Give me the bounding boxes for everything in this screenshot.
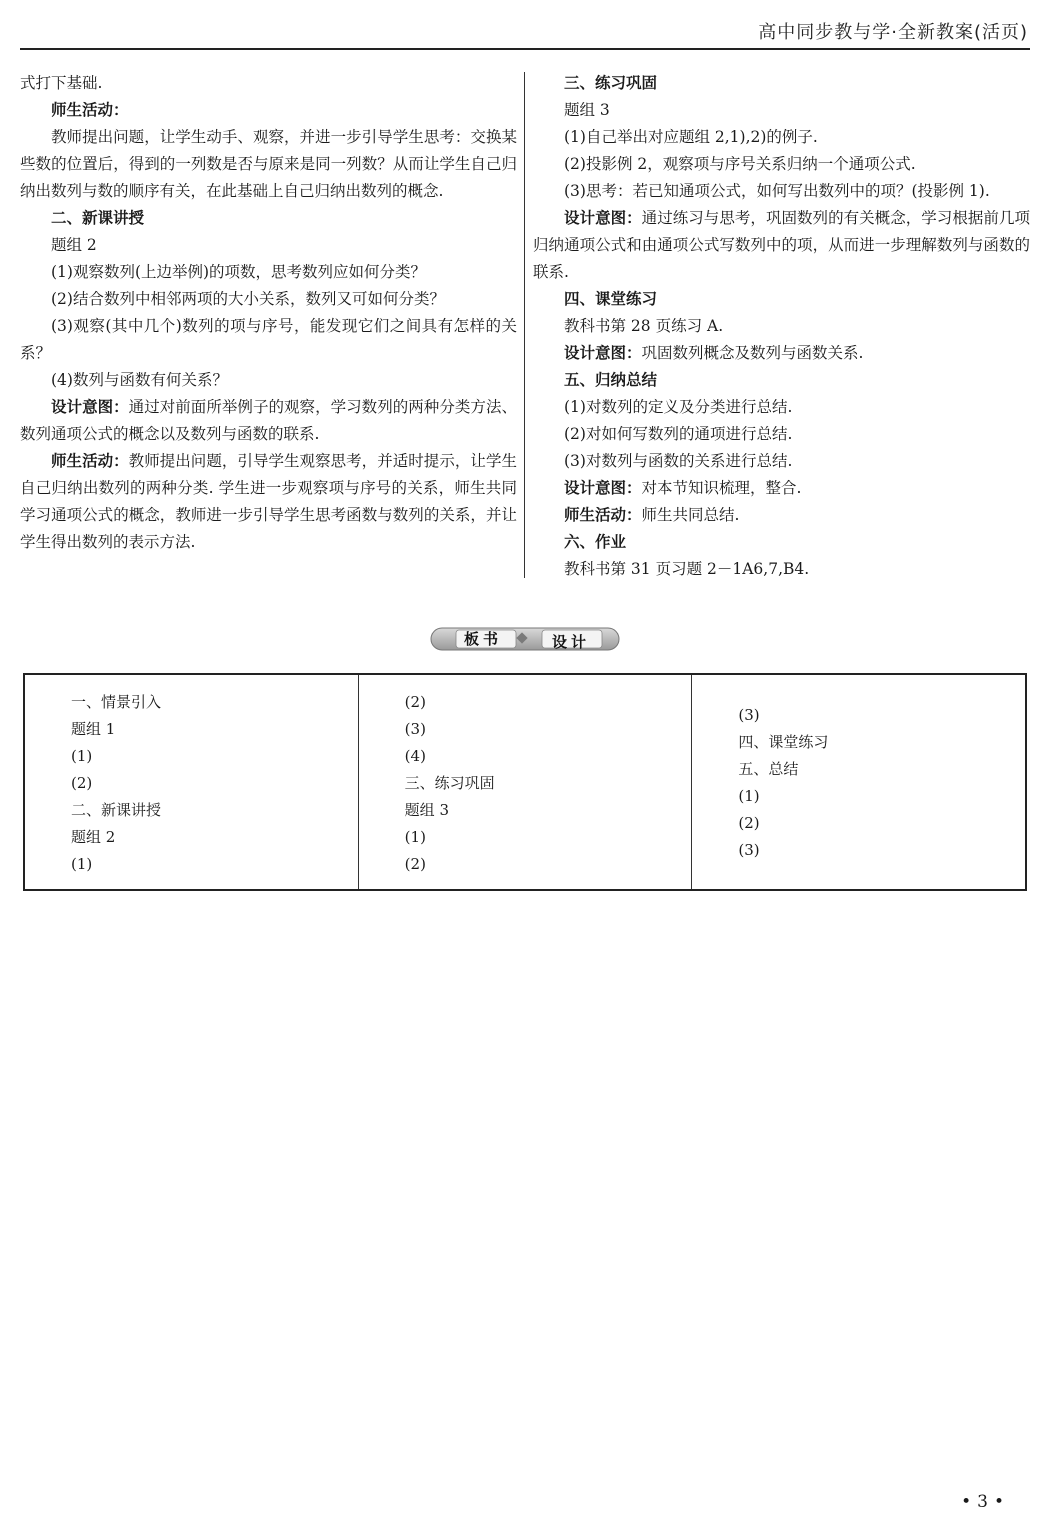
paragraph xyxy=(533,556,1030,583)
right-text-column xyxy=(533,70,1030,583)
paragraph xyxy=(20,394,517,448)
paragraph-text: 对本节知识梳理，整合. xyxy=(641,479,802,497)
paragraph xyxy=(533,475,1030,502)
paragraph-heading: 三、练习巩固 xyxy=(564,74,658,92)
paragraph xyxy=(20,286,517,313)
board-item: (1) xyxy=(738,787,760,805)
paragraph-text: (3)观察(其中几个)数列的项与序号，能发现它们之间具有怎样的关系？ xyxy=(20,317,517,362)
paragraph xyxy=(20,124,517,205)
paragraph-text: 题组 3 xyxy=(564,101,610,119)
paragraph xyxy=(533,124,1030,151)
paragraph xyxy=(533,205,1030,286)
paragraph xyxy=(20,70,517,97)
board-column-2 xyxy=(358,675,692,889)
board-item: 一、情景引入 xyxy=(71,693,162,711)
banner-text-design: 设计 xyxy=(552,633,591,651)
paragraph-heading: 师生活动： xyxy=(51,452,129,470)
paragraph xyxy=(20,205,517,232)
paragraph xyxy=(533,448,1030,475)
paragraph-text: 通过对前面所举例子的观察，学习数列的两种分类方法、数列通项公式的概念以及数列与函数的联系. xyxy=(20,398,517,443)
paragraph xyxy=(533,178,1030,205)
bullet-right-icon: • xyxy=(993,1492,1010,1512)
paragraph-heading: 师生活动： xyxy=(564,506,642,524)
paragraph-heading: 设计意图： xyxy=(564,344,642,362)
page-number-value: 3 xyxy=(977,1492,994,1512)
board-item: (2) xyxy=(71,774,93,792)
board-item: (2) xyxy=(404,855,426,873)
paragraph xyxy=(533,286,1030,313)
paragraph xyxy=(533,151,1030,178)
board-item: (3) xyxy=(738,706,760,724)
paragraph-text: 教科书第 28 页练习 A. xyxy=(564,317,724,335)
paragraph-heading: 二、新课讲授 xyxy=(51,209,145,227)
board-item: (1) xyxy=(71,855,93,873)
paragraph-text: 巩固数列概念及数列与函数关系. xyxy=(641,344,864,362)
paragraph-text: (3)思考：若已知通项公式，如何写出数列中的项？(投影例 1). xyxy=(564,182,990,200)
paragraph-text: 师生共同总结. xyxy=(641,506,740,524)
page-header xyxy=(20,0,1030,50)
paragraph xyxy=(20,448,517,556)
paragraph xyxy=(20,313,517,367)
board-item: (3) xyxy=(738,841,760,859)
page-number xyxy=(961,1492,1010,1512)
paragraph xyxy=(20,367,517,394)
board-item: (2) xyxy=(404,693,426,711)
paragraph-text: (1)自己举出对应题组 2,1),2)的例子. xyxy=(564,128,818,146)
board-item: 二、新课讲授 xyxy=(71,801,162,819)
paragraph xyxy=(533,70,1030,97)
board-item: 题组 3 xyxy=(404,801,449,819)
board-item: 四、课堂练习 xyxy=(738,733,829,751)
paragraph-text: (1)观察数列(上边举例)的项数，思考数列应如何分类？ xyxy=(51,263,427,281)
left-text-column xyxy=(20,70,517,556)
header-title: 高中同步教与学·全新教案(活页) xyxy=(758,22,1028,43)
paragraph-text: (2)结合数列中相邻两项的大小关系，数列又可如何分类？ xyxy=(51,290,445,308)
paragraph-text: (3)对数列与函数的关系进行总结. xyxy=(564,452,793,470)
paragraph-text: (4)数列与函数有何关系？ xyxy=(51,371,228,389)
paragraph-heading: 六、作业 xyxy=(564,533,627,551)
paragraph xyxy=(533,367,1030,394)
paragraph-heading: 设计意图： xyxy=(564,479,642,497)
column-divider xyxy=(524,72,525,578)
paragraph xyxy=(533,97,1030,124)
board-item: 题组 2 xyxy=(71,828,116,846)
paragraph xyxy=(20,259,517,286)
board-column-3 xyxy=(691,675,1025,889)
board-item: (4) xyxy=(404,747,426,765)
paragraph xyxy=(533,421,1030,448)
paragraph-heading: 设计意图： xyxy=(564,209,642,227)
banner-text-board: 板书 xyxy=(464,630,503,648)
paragraph-text: 教科书第 31 页习题 2－1A6,7,B4. xyxy=(564,560,810,578)
paragraph-heading: 四、课堂练习 xyxy=(564,290,658,308)
paragraph xyxy=(533,394,1030,421)
paragraph-text: 式打下基础. xyxy=(20,74,103,92)
board-item: 题组 1 xyxy=(71,720,116,738)
paragraph-text: 通过练习与思考，巩固数列的有关概念，学习根据前几项归纳通项公式和由通项公式写数列中的项，从而进一步理解数列与函数的联系. xyxy=(533,209,1030,281)
paragraph-heading: 师生活动： xyxy=(51,101,129,119)
paragraph xyxy=(20,97,517,124)
paragraph-heading: 设计意图： xyxy=(51,398,129,416)
board-item: (2) xyxy=(738,814,760,832)
board-item: (1) xyxy=(71,747,93,765)
board-column-1 xyxy=(25,675,358,889)
paragraph-text: (2)对如何写数列的通项进行总结. xyxy=(564,425,793,443)
paragraph-text: 教师提出问题，引导学生观察思考，并适时提示，让学生自己归纳出数列的两种分类. 学生进一步观察项与序号的关系，师生共同学习通项公式的概念，教师进一步引导学生思考函数与数列的关系，并让学生得出数列的表示方法. xyxy=(20,452,517,551)
paragraph xyxy=(533,340,1030,367)
paragraph-heading: 五、归纳总结 xyxy=(564,371,658,389)
board-item: (1) xyxy=(404,828,426,846)
paragraph-text: (2)投影例 2，观察项与序号关系归纳一个通项公式. xyxy=(564,155,916,173)
paragraph-text: 教师提出问题，让学生动手、观察，并进一步引导学生思考：交换某些数的位置后，得到的一列数是否与原来是同一列数？从而让学生自己归纳出数列与数的顺序有关，在此基础上自己归纳出数列的概念. xyxy=(20,128,517,200)
paragraph-text: (1)对数列的定义及分类进行总结. xyxy=(564,398,793,416)
paragraph-text: 题组 2 xyxy=(51,236,97,254)
paragraph xyxy=(533,313,1030,340)
board-design-table xyxy=(23,673,1027,891)
board-item: 五、总结 xyxy=(738,760,799,778)
paragraph xyxy=(533,529,1030,556)
bullet-left-icon: • xyxy=(961,1492,978,1512)
board-item: 三、练习巩固 xyxy=(404,774,495,792)
paragraph xyxy=(20,232,517,259)
board-item: (3) xyxy=(404,720,426,738)
paragraph xyxy=(533,502,1030,529)
board-design-banner xyxy=(430,626,620,652)
